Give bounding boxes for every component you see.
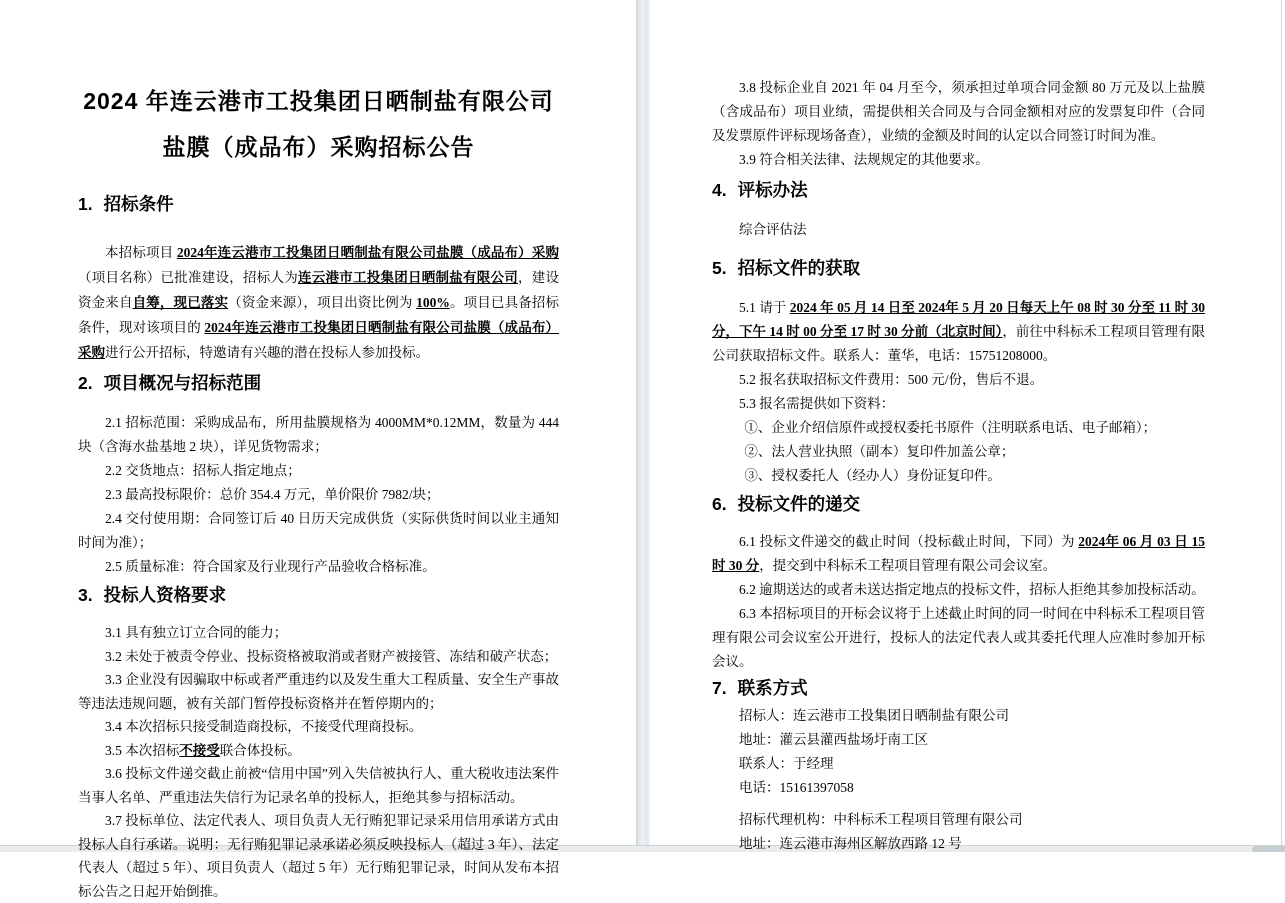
tenderer-name-underlined: 连云港市工投集团日晒制盐有限公司 <box>298 270 518 285</box>
section-title: 招标文件的获取 <box>737 258 861 278</box>
section-heading-2 <box>78 373 559 393</box>
item-5-3: 5.3 报名需提供如下资料： <box>739 396 895 411</box>
document-title <box>78 78 559 170</box>
section-number: 6. <box>712 494 727 514</box>
tenderer-phone: 电话：15161397058 <box>739 780 854 795</box>
section-title: 项目概况与招标范围 <box>103 373 262 393</box>
right-edge-divider <box>1281 0 1282 845</box>
item-2-4: 2.4 交付使用期：合同签订后 40 日历天完成供货（实际供货时间以业主通知时间为准）； <box>78 511 559 550</box>
item-3-9: 3.9 符合相关法律、法规规定的其他要求。 <box>739 152 989 167</box>
tenderer-contact: 联系人：于经理 <box>739 756 834 771</box>
project-name-underlined: 2024年连云港市工投集团日晒制盐有限公司盐膜（成品布）采购 <box>78 320 560 360</box>
item-6-1: 6.1 投标文件递交的截止时间（投标截止时间，下同）为 2024年 06 月 03 日 15 时 30 分，提交到中科标禾工程项目管理有限公司会议室。 <box>712 534 1206 573</box>
item-3-8: 3.8 投标企业自 2021 年 04 月至今，须承担过单项合同金额 80 万元及以上盐膜（含成品布）项目业绩，需提供相关合同及与合同金额相对应的发票复印件（合同及发票原件评标现场备查），业绩的金额及时间的认定以合同签订时间为准。 <box>712 80 1205 143</box>
section-2-items <box>78 411 559 579</box>
item-3-6: 3.6 投标文件递交截止前被“信用中国”列入失信被执行人、重大税收违法案件当事人名单、严重违法失信行为记录名单的投标人，拒绝其参与招标活动。 <box>78 766 559 805</box>
section-title: 评标办法 <box>737 180 808 200</box>
item-6-2: 6.2 逾期送达的或者未送达指定地点的投标文件，招标人拒绝其参加投标活动。 <box>739 582 1205 597</box>
tenderer-address: 地址：灌云县灌西盐场圩南工区 <box>739 732 928 747</box>
section-title: 投标文件的递交 <box>737 494 861 514</box>
fund-ratio-underlined: 100% <box>416 295 450 310</box>
evaluation-method: 综合评估法 <box>739 222 807 237</box>
agency-address: 地址：连云港市海州区解放西路 12 号 <box>739 836 962 851</box>
section-number: 2. <box>78 373 93 393</box>
item-6-3: 6.3 本招标项目的开标会议将于上述截止时间的同一时间在中科标禾工程项目管理有限公司会议室公开进行，投标人的法定代表人或其委托代理人应准时参加开标会议。 <box>712 606 1205 669</box>
item-2-1: 2.1 招标范围：采购成品布，所用盐膜规格为 4000MM*0.12MM，数量为 444 块（含海水盐基地 2 块），详见货物需求； <box>78 415 559 454</box>
project-name-underlined: 2024年连云港市工投集团日晒制盐有限公司盐膜（成品布）采购 <box>176 245 560 260</box>
section-3-items <box>78 621 559 903</box>
section-number: 4. <box>712 180 727 200</box>
item-5-3-3: ③、授权委托人（经办人）身份证复印件。 <box>744 468 1001 483</box>
section-heading-4 <box>712 180 1205 200</box>
section-heading-3 <box>78 585 559 605</box>
horizontal-scrollbar-thumb[interactable] <box>1252 846 1285 852</box>
section-number: 5. <box>712 258 727 278</box>
item-5-3-1: ①、企业介绍信原件或授权委托书原件（注明联系电话、电子邮箱）； <box>744 420 1157 435</box>
section-number: 1. <box>78 194 93 214</box>
section-number: 3. <box>78 585 93 605</box>
section-number: 7. <box>712 678 727 698</box>
item-3-4: 3.4 本次招标只接受制造商投标，不接受代理商投标。 <box>105 719 423 734</box>
tenderer-contact-block <box>712 704 1205 800</box>
document-page-2[interactable] <box>650 0 1277 851</box>
section-heading-6 <box>712 494 1205 514</box>
section-5-items <box>712 296 1205 488</box>
item-2-3: 2.3 最高投标限价：总价 354.4 万元，单价限价 7982/块； <box>105 487 440 502</box>
section-heading-1 <box>78 194 559 214</box>
item-3-5: 3.5 本次招标不接受联合体投标。 <box>105 742 301 758</box>
page-gap <box>636 0 650 845</box>
not-accepted-underlined: 不接受 <box>179 742 220 758</box>
item-3-7: 3.7 投标单位、法定代表人、项目负责人无行贿犯罪记录采用信用承诺方式由投标人自行承诺。说明：无行贿犯罪记录承诺必须反映投标人（超过 3 年）、法定代表人（超过 5 年）、项目负责人（超过 5 年）无行贿犯罪记录，时间从发布本招标公告之日起开始倒推。 <box>78 813 559 899</box>
item-5-1: 5.1 请于 2024 年 05 月 14 日至 2024年 5 月 20 日每天上午 08 时 30 分至 11 时 30 分，下午 14 时 00 分至 17 时 30 分前（北京时间），前往中科标禾工程项目管理有限公司获取招标文件。联系人：董华，电话：15751208000。 <box>712 300 1206 363</box>
fund-source-underlined: 自筹，现已落实 <box>132 295 229 310</box>
section-heading-5 <box>712 258 1205 278</box>
agency-contact-block <box>712 808 1205 856</box>
item-5-2: 5.2 报名获取招标文件费用：500 元/份，售后不退。 <box>739 372 1044 387</box>
section-title: 联系方式 <box>737 678 808 698</box>
tenderer-name: 招标人：连云港市工投集团日晒制盐有限公司 <box>739 708 1009 723</box>
item-2-2: 2.2 交货地点：招标人指定地点； <box>105 463 301 478</box>
section-6-items <box>712 530 1205 674</box>
item-3-2: 3.2 未处于被责令停业、投标资格被取消或者财产被接管、冻结和破产状态； <box>105 648 558 664</box>
bid-deadline-underlined: 2024年 06 月 03 日 15 时 30 分 <box>712 534 1206 573</box>
section-title: 招标条件 <box>103 194 174 214</box>
document-title-line-1: 2024 年连云港市工投集团日晒制盐有限公司 <box>83 88 554 114</box>
item-3-1: 3.1 具有独立订立合同的能力； <box>105 625 288 640</box>
item-5-3-2: ②、法人营业执照（副本）复印件加盖公章； <box>744 444 1015 459</box>
document-pickup-time-underlined: 2024 年 05 月 14 日至 2024年 5 月 20 日每天上午 08 时 30 分至 11 时 30 分，下午 14 时 00 分至 17 时 30 分前（北京时间） <box>712 300 1205 339</box>
section-heading-7 <box>712 678 1205 698</box>
section-title: 投标人资格要求 <box>103 585 227 605</box>
document-page-1[interactable] <box>0 0 636 899</box>
document-title-line-2: 盐膜（成品布）采购招标公告 <box>162 134 475 160</box>
item-2-5: 2.5 质量标准：符合国家及行业现行产品验收合格标准。 <box>105 559 436 574</box>
section-3-items-continued <box>712 76 1205 172</box>
para-tender-conditions: 本招标项目 2024年连云港市工投集团日晒制盐有限公司盐膜（成品布）采购（项目名称）已批准建设，招标人为连云港市工投集团日晒制盐有限公司，建设资金来自自筹，现已落实（资金来源），项目出资比例为 100%。项目已具备招标条件，现对该项目的 2024年连云港市工投集团日晒制盐有限公司盐膜（成品布）采购进行公开招标，特邀请有兴趣的潜在投标人参加投标。 <box>78 245 560 360</box>
item-3-3: 3.3 企业没有因骗取中标或者严重违约以及发生重大工程质量、安全生产事故等违法违规问题，被有关部门暂停投标资格并在暂停期内的； <box>78 672 559 711</box>
agency-name: 招标代理机构：中科标禾工程项目管理有限公司 <box>739 812 1023 827</box>
